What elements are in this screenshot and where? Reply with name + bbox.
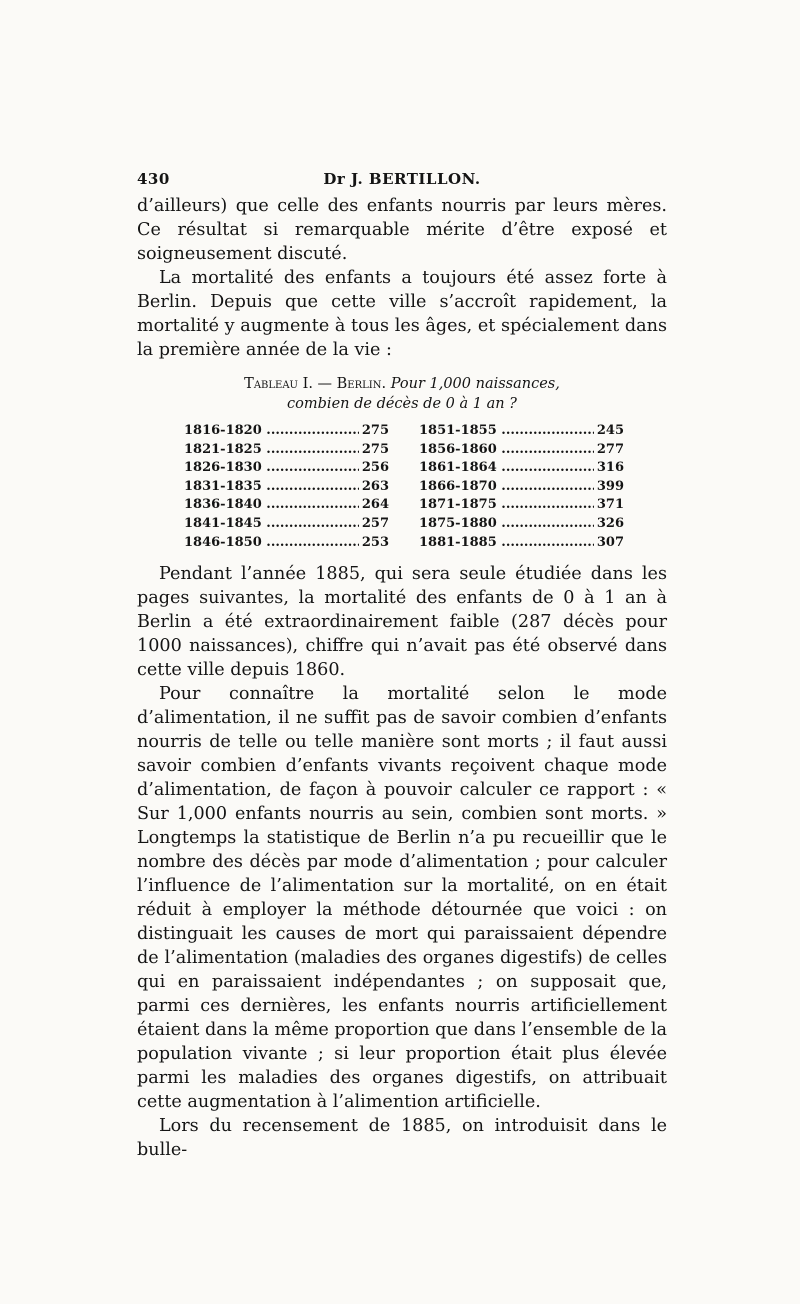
value-cell: 253 xyxy=(361,534,389,550)
mortality-table xyxy=(184,422,624,552)
table-row xyxy=(419,422,624,441)
period-cell: 1841-1845 ..... xyxy=(184,515,359,534)
period-cell: 1821-1825 ..... xyxy=(184,441,359,460)
period-cell: 1875-1880 ..... xyxy=(419,515,594,534)
table-row xyxy=(419,496,624,515)
value-cell: 245 xyxy=(596,423,624,438)
period-cell: 1866-1870 ..... xyxy=(419,478,594,497)
table-column-right xyxy=(419,422,624,552)
value-cell: 257 xyxy=(361,515,389,531)
paragraph: Pour connaître la mortalité selon le mode d’alimentation, il ne suffit pas de savoir combien d’enfants nourris de telle ou telle manière sont morts ; il faut aussi savoir combien d’enfants vivants reçoivent chaque mode d’alimentation, de façon à pouvoir calculer ce rapport : « Sur 1,000 enfants nourris au sein, combien sont morts. » Longtemps la statistique de Berlin n’a pu recueillir que le nombre des décès par mode d’alimentation ; pour calculer l’influence de l’alimentation sur la mortalité, on en était réduit à employer la méthode détournée que voici : on distinguait les causes de mort qui paraissaient dépendre de l’alimentation (maladies des organes digestifs) de celles qui en paraissaient indépendantes ; on supposait que, parmi ces dernières, les enfants nourris artificiellement étaient dans la même proportion que dans l’ensemble de la population vivante ; si leur proportion était plus élevée parmi les maladies des organes digestifs, on attribuait cette augmentation à l’alimention artificielle. xyxy=(137,684,667,1113)
book-page xyxy=(137,170,667,1162)
table-row xyxy=(184,459,389,478)
table-row xyxy=(184,441,389,460)
table-row xyxy=(184,422,389,441)
period-cell: 1881-1885 ..... xyxy=(419,534,594,553)
value-cell: 316 xyxy=(596,460,624,476)
value-cell: 264 xyxy=(361,497,389,513)
table-row xyxy=(419,534,624,553)
value-cell: 277 xyxy=(596,441,624,457)
value-cell: 256 xyxy=(361,460,389,476)
table-caption-line1: Pour 1,000 naissances, xyxy=(390,376,560,392)
value-cell: 326 xyxy=(596,515,624,531)
table-caption-line2: combien de décès de 0 à 1 an ? xyxy=(287,396,517,412)
table-caption: Tableau I. — Berlin. Pour 1,000 naissances, combien de décès de 0 à 1 an ? xyxy=(244,376,560,412)
paragraph: d’ailleurs) que celle des enfants nourris par leurs mères. Ce résultat si remarquable mérite d’être exposé et soigneusement discuté. xyxy=(137,196,667,264)
value-cell: 307 xyxy=(596,534,624,550)
value-cell: 371 xyxy=(596,497,624,513)
period-cell: 1831-1835 ..... xyxy=(184,478,359,497)
table-label: Tableau I. xyxy=(244,376,313,392)
value-cell: 275 xyxy=(361,441,389,457)
table-row xyxy=(419,515,624,534)
table-row xyxy=(419,441,624,460)
table-city: Berlin. xyxy=(336,376,387,392)
table-row xyxy=(419,459,624,478)
table-row xyxy=(184,496,389,515)
period-cell: 1871-1875 ..... xyxy=(419,496,594,515)
period-cell: 1816-1820 ..... xyxy=(184,422,359,441)
page-header xyxy=(137,170,667,194)
period-cell: 1836-1840 ..... xyxy=(184,496,359,515)
period-cell: 1851-1855 ..... xyxy=(419,422,594,441)
paragraph: Pendant l’année 1885, qui sera seule étudiée dans les pages suivantes, la mortalité des enfants de 0 à 1 an à Berlin a été extraordinairement faible (287 décès pour 1000 naissances), chiffre qui n’avait pas été observé dans cette ville depuis 1860. xyxy=(137,564,667,681)
table-row xyxy=(184,515,389,534)
table-row xyxy=(419,478,624,497)
table-column-left xyxy=(184,422,389,552)
table-row xyxy=(184,534,389,553)
paragraph: La mortalité des enfants a toujours été assez forte à Berlin. Depuis que cette ville s’accroît rapidement, la mortalité y augmente à tous les âges, et spécialement dans la première année de la vie : xyxy=(137,268,667,360)
period-cell: 1846-1850 ..... xyxy=(184,534,359,553)
period-cell: 1856-1860 ..... xyxy=(419,441,594,460)
running-head: Dr J. BERTILLON. xyxy=(323,170,481,188)
page-number: 430 xyxy=(137,170,170,188)
period-cell: 1861-1864 ..... xyxy=(419,459,594,478)
paragraph: Lors du recensement de 1885, on introduisit dans le bulle- xyxy=(137,1116,667,1161)
table-row xyxy=(184,478,389,497)
value-cell: 399 xyxy=(596,478,624,494)
period-cell: 1826-1830 ..... xyxy=(184,459,359,478)
value-cell: 275 xyxy=(361,423,389,438)
value-cell: 263 xyxy=(361,478,389,494)
